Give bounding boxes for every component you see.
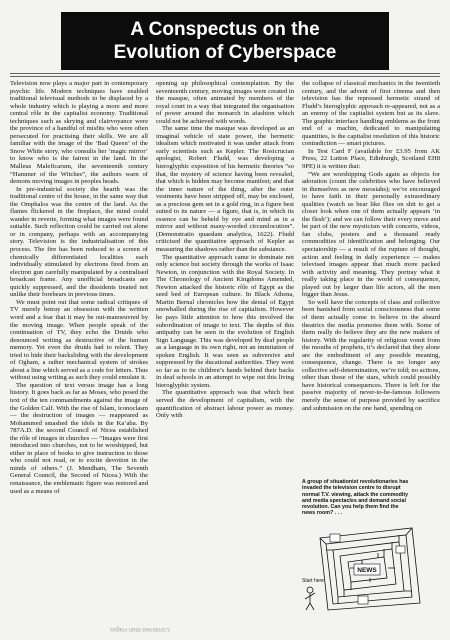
header-rule-bottom — [10, 76, 440, 77]
paragraph: The quantitative approach was that which best served the development of capitalism, with the quantification of abstract labour power as money. Only with — [156, 389, 294, 420]
maze-cartoon — [300, 478, 430, 616]
paragraph: We must point out that some radical critiques of TV merely betray an obsession with the written word and a fear that it may be out-manoeuvred by the moving image. When people speak of the continuation of TV, they echo the Druids who denounced writing as destructive of the human memory. Yet even the druids had to relent. They tried to hide their backsliding with the development of Ogham, a rather mechanical system of strokes about a line which served as a code for letters. Thus without using writing as such they could emulate it. — [10, 298, 148, 382]
title-banner — [61, 12, 389, 70]
paragraph: In pre-industrial society the hearth was the traditional centre of the house, in the same way that the Omphalos was the centre of the land. As the flames flickered in the fireplace, the mind could wander in reverie, forming what images were found suitable. Such reflection could be carried out alone or in company, perhaps with an accompanying story. Television is the industrialisation of this process. The fire has been reduced to a screen of chemically differentiated localities each individually stimulated by electrons fired from an electron gun carefully manipulated by a centralised broadcast frame. Any unofficial broadcasts are quickly suppressed, and the dissidents treated not unlike their forebears in previous times. — [10, 185, 148, 299]
paragraph: the collapse of classical mechanics in the twentieth century, and the advent of first cinema and then television has the repressed hermetic strand of Fludd’s hieroglyphic approach re-appeared, not as a an enemy of the capitalist system but as its slave. The graphic interface handling emblems as the front end of a machin, dedicated to manipulating quantities, is the capitalist resolution of this historic contradiction — smart pictures. — [302, 80, 440, 148]
title-line-1: A Conspectus on the — [130, 19, 320, 40]
paragraph: Television now plays a major part in contemporary psychic life. Modern techniques have enabled traditional televisual methods to be displaced by a whole industry which is playing a more and more central rôle in the capitalist economy. Traditional techniques such as skrying and clairvoyance were the province of a handful of misfits who were often persecuted for practising their skills. We are all familiar with the image of the ‘Bad Queen’ of the Snow White story, who consults her ‘magic mirror’ to know who is the fairest in the land. In the Malleus Maleficarum, the seventeenth century “Hammer of the Witches”, the authors warn of demons moving images in peoples heads. — [10, 80, 148, 186]
start-label: Start here — [302, 578, 324, 584]
title-line-2: Evolution of Cyberspace — [113, 42, 337, 63]
maze-goal-label: NEWS — [357, 567, 377, 574]
news-room-sign — [354, 564, 380, 575]
paragraph: So well have the concepts of class and collective been banished from social consciousness that some of them actually come to believe in the absurd theatrics the media promotes them with. Some of them really do believe they are the new makers of history. With the regularity of religious vomit from the mouths of prophets, it’s declared that they alone are the embodiment of any possible meaning, consequence, change. There is no longer any collective self-determination, we’re told; no actions, other than those of the stars, which could possibly have historical consequences. There is left for the passive majority of never-to-be-famous followers merely the sense of purpose provided by sacrifice and submission on the one hand, spending on — [302, 298, 440, 412]
paragraph: opening up philosophical contemplation. By the seventeenth century, moving images were created in the masque, often animated by members of the royal court in a way that integrated the organisation of power around the monarch in afashion which could not be achieved with words. — [156, 80, 294, 125]
cartoon-caption: A group of situationist revolutionaries has invaded the television centre to disrupt normal T.V. viewing, attack the commodity and media spectacles and demand social revolution. Can you help them find the news room? . . . — [302, 479, 409, 517]
paragraph: The question of text versus image has a long history. It goes back as far as Moses, who posed the text of the ten commandments against the image of the Golden Calf. With the rise of Islam, iconoclasm — the destruction of images — reappeared as Mohammed smashed the idols in the Ka’aba. By 787A.D. the second Council of Nicea established the rôle of images in churches — “Images were first introduced into churches, not to be worshipped, but either in place of books to give instruction to those who could not read, or to excite devotion in the minds of others.” (J. Mendham, The Seventh General Council, the Second of Nicea.) With the renaissance, the emblematic figure was restored and used as a means of — [10, 381, 148, 495]
paragraph: “We are worshipping Gods again as objects for adoration (count the celebrities who have believed in themselves as new messiahs); we’re encouraged to have faith in their personally extraordinary qualities (watch us bear like flies on shit to get a closer look when one of them actually appears ‘in the flesh’); and we can follow their every move and be part of the new mysticism with concerts, videos, fan clubs, posters and a thousand ready commodities of identification and belonging. Our spectatorship — a result of the rupture of thought, action and feeling in daily experience — makes televised images appear that much more packed with activity and meaning. They portray what it really taking place in the world of consequence, played out by larger than life actors, all the men bigger than Jesus. — [302, 170, 440, 299]
paragraph: The quantitative approach came to dominate not only science but society through the works of Isaac Newton, in conjunction with the Royal Society. In The Chronology of Ancient Kingdoms Amended, Newton attacked the historic rôle of Egypt as the seed bed of European culture. In Black Athena, Martin Bernal chronicles how the denial of Egypt snowballed during the rise of capitalism. However he pays little attention to how this involved the subordination of image to text. The depths of this antipathy can be seen in the evolution of English Sign Language. This was developed by deaf people as a language in its own right, not an immitation of spoken English. It was seen as subversive and suppressed by the ducational authorities. They went so far as to tie children’s hands behind their backs in deaf schools in an attempt to wipe out this living hieroglyphic system. — [156, 253, 294, 389]
column-1 — [10, 80, 148, 620]
mirrored-footer-text: Combined Blah Pages — [110, 626, 170, 632]
column-2 — [156, 80, 294, 620]
paragraph: In Test Card F (available for £3.95 from AK Press, 22 Lutton Place, Edinburgh, Scotland EH8 9PE) it is written that: — [302, 147, 440, 171]
paragraph: The same time the masque was developed as an imaginal vehicle of state power, the hermetic idealism which motivated it was under attack from early scientists such as Kepler. The Rosicrucian apologist, Robert Fludd, was developing a hieroglyphic exposition of his hermetic theories “so that, the mystery of science having been revealed, that which is hidden may become manifest; and that the inner nature of the thing, after the outer vestments have been stripped off, may be enclosed, as a precious gem set in a gold ring, in a figure best suited to its nature — a figure, that is, in which its essence can be beheld by eye and mind as in a mirror and without many-worded circumlocution”. (Demonstratio quaedam analytica, 1622). Fludd criticised the quantitative approach of Kepler as measuring the shadows rather than the substance. — [156, 125, 294, 254]
cartoon-caption-box — [302, 479, 410, 523]
header-rule-top — [10, 73, 440, 74]
